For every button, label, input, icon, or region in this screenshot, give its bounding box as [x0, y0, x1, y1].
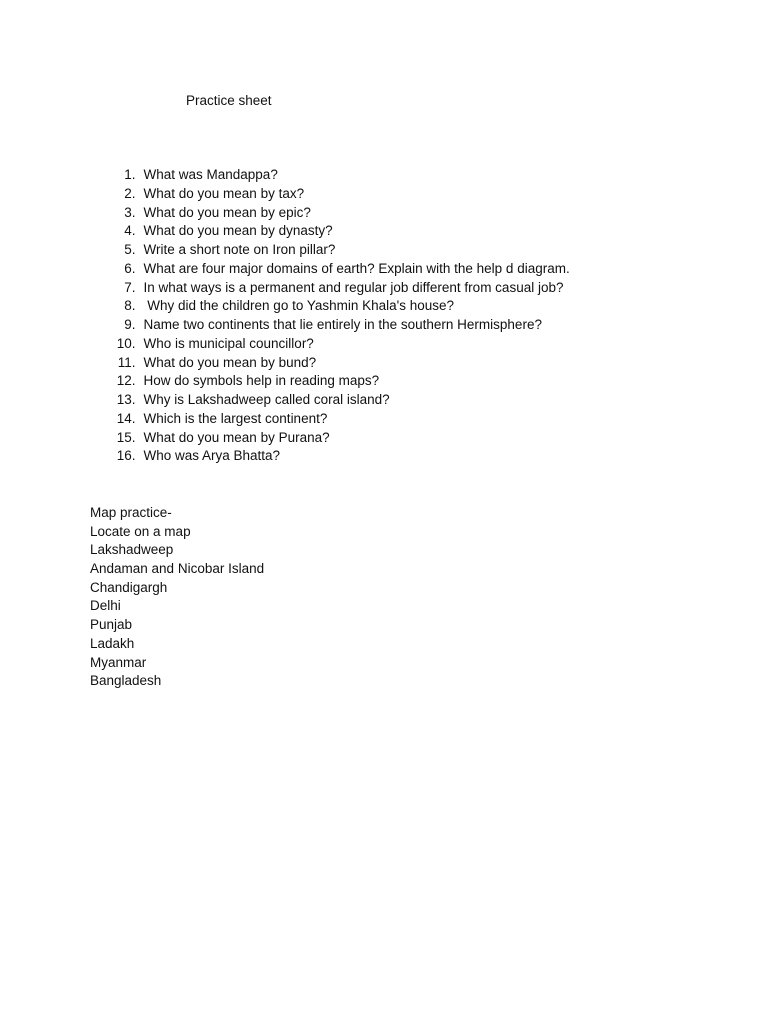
question-number: 1. — [124, 167, 136, 182]
map-place-item: Andaman and Nicobar Island — [90, 561, 265, 577]
question-text: Why is Lakshadweep called coral island? — [143, 392, 390, 407]
question-number: 4. — [124, 223, 136, 239]
question-number: 9. — [124, 317, 136, 332]
question-text: How do symbols help in reading maps? — [143, 373, 380, 389]
question-text: What are four major domains of earth? Explain with the help d diagram. — [143, 260, 570, 276]
map-place-item: Ladakh — [90, 635, 135, 651]
question-list — [100, 166, 740, 466]
list-item — [100, 260, 740, 279]
question-number: 14. — [116, 410, 136, 426]
list-item — [100, 185, 740, 204]
question-text: What do you mean by Purana? — [143, 429, 330, 445]
question-number: 15. — [116, 429, 136, 445]
question-number: 2. — [124, 185, 136, 201]
map-place-item: Myanmar — [90, 654, 147, 670]
question-number: 12. — [116, 373, 136, 389]
page-title: Practice sheet — [186, 93, 272, 108]
list-item — [100, 447, 740, 466]
question-text: What do you mean by bund? — [143, 354, 317, 370]
question-text: Write a short note on Iron pillar? — [143, 242, 336, 257]
list-item — [100, 241, 740, 260]
list-item — [100, 372, 740, 391]
question-number: 5. — [124, 242, 136, 257]
map-practice-instruction: Locate on a map — [90, 523, 191, 539]
list-item — [100, 279, 740, 298]
list-item — [100, 222, 740, 241]
list-item — [100, 166, 740, 185]
map-place-item: Delhi — [90, 598, 121, 614]
question-number: 10. — [116, 335, 136, 351]
list-item — [100, 204, 740, 223]
list-item — [100, 354, 740, 373]
question-text: Which is the largest continent? — [143, 410, 328, 426]
question-text: In what ways is a permanent and regular job different from casual job? — [143, 279, 564, 295]
list-item — [100, 391, 740, 410]
question-number: 3. — [124, 204, 136, 220]
map-practice-heading: Map practice- — [90, 505, 172, 520]
map-place-item: Lakshadweep — [90, 542, 174, 558]
question-number: 8. — [124, 298, 136, 314]
list-item — [100, 297, 740, 316]
list-item — [100, 335, 740, 354]
list-item — [100, 410, 740, 429]
question-text: Name two continents that lie entirely in the southern Hermisphere? — [143, 317, 542, 332]
map-place-item: Bangladesh — [90, 673, 162, 689]
question-number: 16. — [116, 448, 136, 464]
question-number: 6. — [124, 260, 136, 276]
list-item — [100, 429, 740, 448]
map-place-item: Punjab — [90, 617, 133, 633]
question-text: Why did the children go to Yashmin Khala's house? — [143, 298, 455, 314]
map-place-item: Chandigargh — [90, 579, 168, 595]
question-number: 11. — [117, 354, 136, 370]
question-text: What was Mandappa? — [143, 167, 278, 182]
question-number: 7. — [124, 279, 136, 295]
question-text: What do you mean by tax? — [143, 185, 305, 201]
list-item — [100, 316, 740, 335]
question-text: What do you mean by epic? — [143, 204, 311, 220]
map-practice-section — [90, 504, 490, 691]
question-text: What do you mean by dynasty? — [143, 223, 333, 239]
question-text: Who was Arya Bhatta? — [143, 448, 281, 464]
question-text: Who is municipal councillor? — [143, 335, 314, 351]
question-number: 13. — [116, 392, 136, 407]
